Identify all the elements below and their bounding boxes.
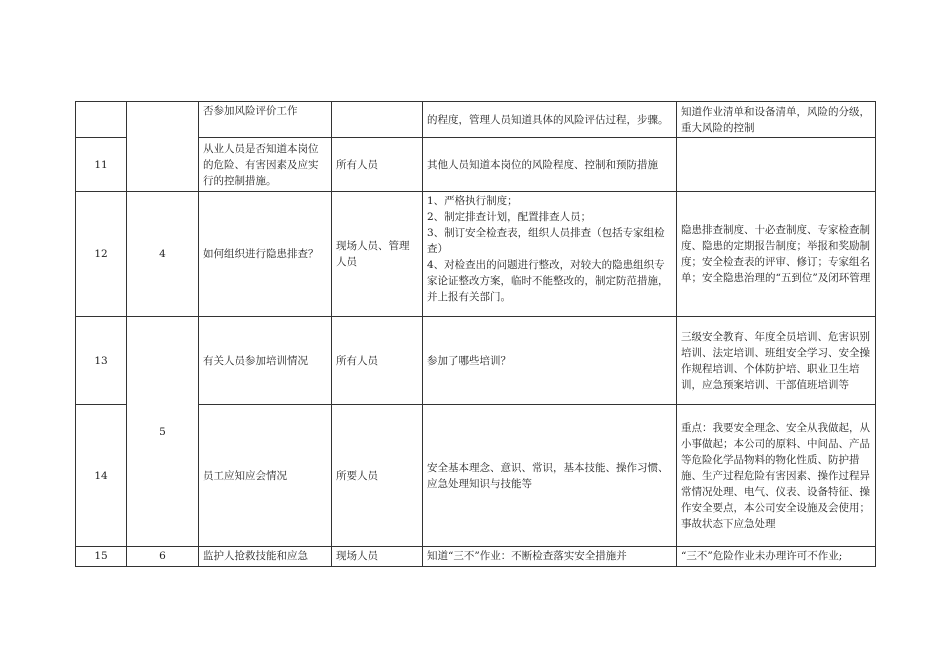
row-number-cell: 13 — [76, 317, 127, 405]
check-content-cell: 知道“三不”作业：不断检查落实安全措施并 — [423, 547, 677, 567]
basis-cell: 知道作业清单和设备清单，风险的分级，重大风险的控制 — [677, 102, 876, 138]
group-number-cell — [127, 102, 199, 192]
table-row — [76, 102, 876, 138]
content-line: 1、严格执行制度； — [427, 195, 518, 207]
check-item-cell: 如何组织进行隐患排查？ — [199, 192, 332, 317]
basis-cell: 隐患排查制度、十必查制度、专家检查制度、隐患的定期报告制度；举报和奖励制度；安全检查表的评审、修订；专家组名单；安全隐患治理的“五到位”及闭环管理 — [677, 192, 876, 317]
check-content-cell: 的程度，管理人员知道具体的风险评估过程，步骤。 — [423, 102, 677, 138]
basis-cell — [677, 138, 876, 192]
check-item-cell: 从业人员是否知道本岗位的危险、有害因素及应实行的控制措施。 — [199, 138, 332, 192]
target-cell: 现场人员、管理人员 — [332, 192, 423, 317]
row-number-cell: 15 — [76, 547, 127, 567]
check-item-cell: 员工应知应会情况 — [199, 405, 332, 547]
row-number-cell — [76, 102, 127, 138]
basis-cell: 三级安全教育、年度全员培训、危害识别培训、法定培训、班组安全学习、安全操作规程培训、个体防护培、职业卫生培训，应急预案培训、干部值班培训等 — [677, 317, 876, 405]
table-row — [76, 192, 876, 317]
target-cell: 所要人员 — [332, 405, 423, 547]
table-row — [76, 317, 876, 405]
basis-cell: “三不”危险作业未办理许可不作业; — [677, 547, 876, 567]
check-item-cell: 监护人抢救技能和应急 — [199, 547, 332, 567]
check-item-cell: 否参加风险评价工作 — [199, 102, 332, 138]
check-content-cell: 其他人员知道本岗位的风险程度、控制和预防措施 — [423, 138, 677, 192]
row-number-cell: 11 — [76, 138, 127, 192]
table-row — [76, 547, 876, 567]
check-item-cell: 有关人员参加培训情况 — [199, 317, 332, 405]
row-number-cell: 14 — [76, 405, 127, 547]
content-line: 2、制定排查计划，配置排查人员； — [427, 211, 592, 223]
target-cell: 现场人员 — [332, 547, 423, 567]
inspection-table — [75, 101, 876, 567]
group-number-cell: 4 — [127, 192, 199, 317]
target-cell: 所有人员 — [332, 317, 423, 405]
content-line: 4、对检查出的问题进行整改，对较大的隐患组织专家论证整改方案，临时不能整改的，制定防范措施，并上报有关部门。 — [427, 259, 669, 303]
check-content-cell: 安全基本理念、意识、常识，基本技能、操作习惯、应急处理知识与技能等 — [423, 405, 677, 547]
check-content-cell — [423, 192, 677, 317]
target-cell: 所有人员 — [332, 138, 423, 192]
check-content-cell: 参加了哪些培训？ — [423, 317, 677, 405]
row-number-cell: 12 — [76, 192, 127, 317]
document-table-region — [75, 101, 875, 567]
group-number-cell: 6 — [127, 547, 199, 567]
content-line: 3、制订安全检查表，组织人员排查（包括专家组检查） — [427, 227, 665, 255]
target-cell — [332, 102, 423, 138]
basis-cell: 重点：我要安全理念、安全从我做起，从小事做起；本公司的原料、中间品、产品等危险化学品物料的物化性质、防护措施、生产过程危险有害因素、操作过程异常情况处理、电气、仪表、设备特征、操作安全要点，本公司安全设施及会使用；事故状态下应急处理 — [677, 405, 876, 547]
group-number-cell: 5 — [127, 317, 199, 547]
